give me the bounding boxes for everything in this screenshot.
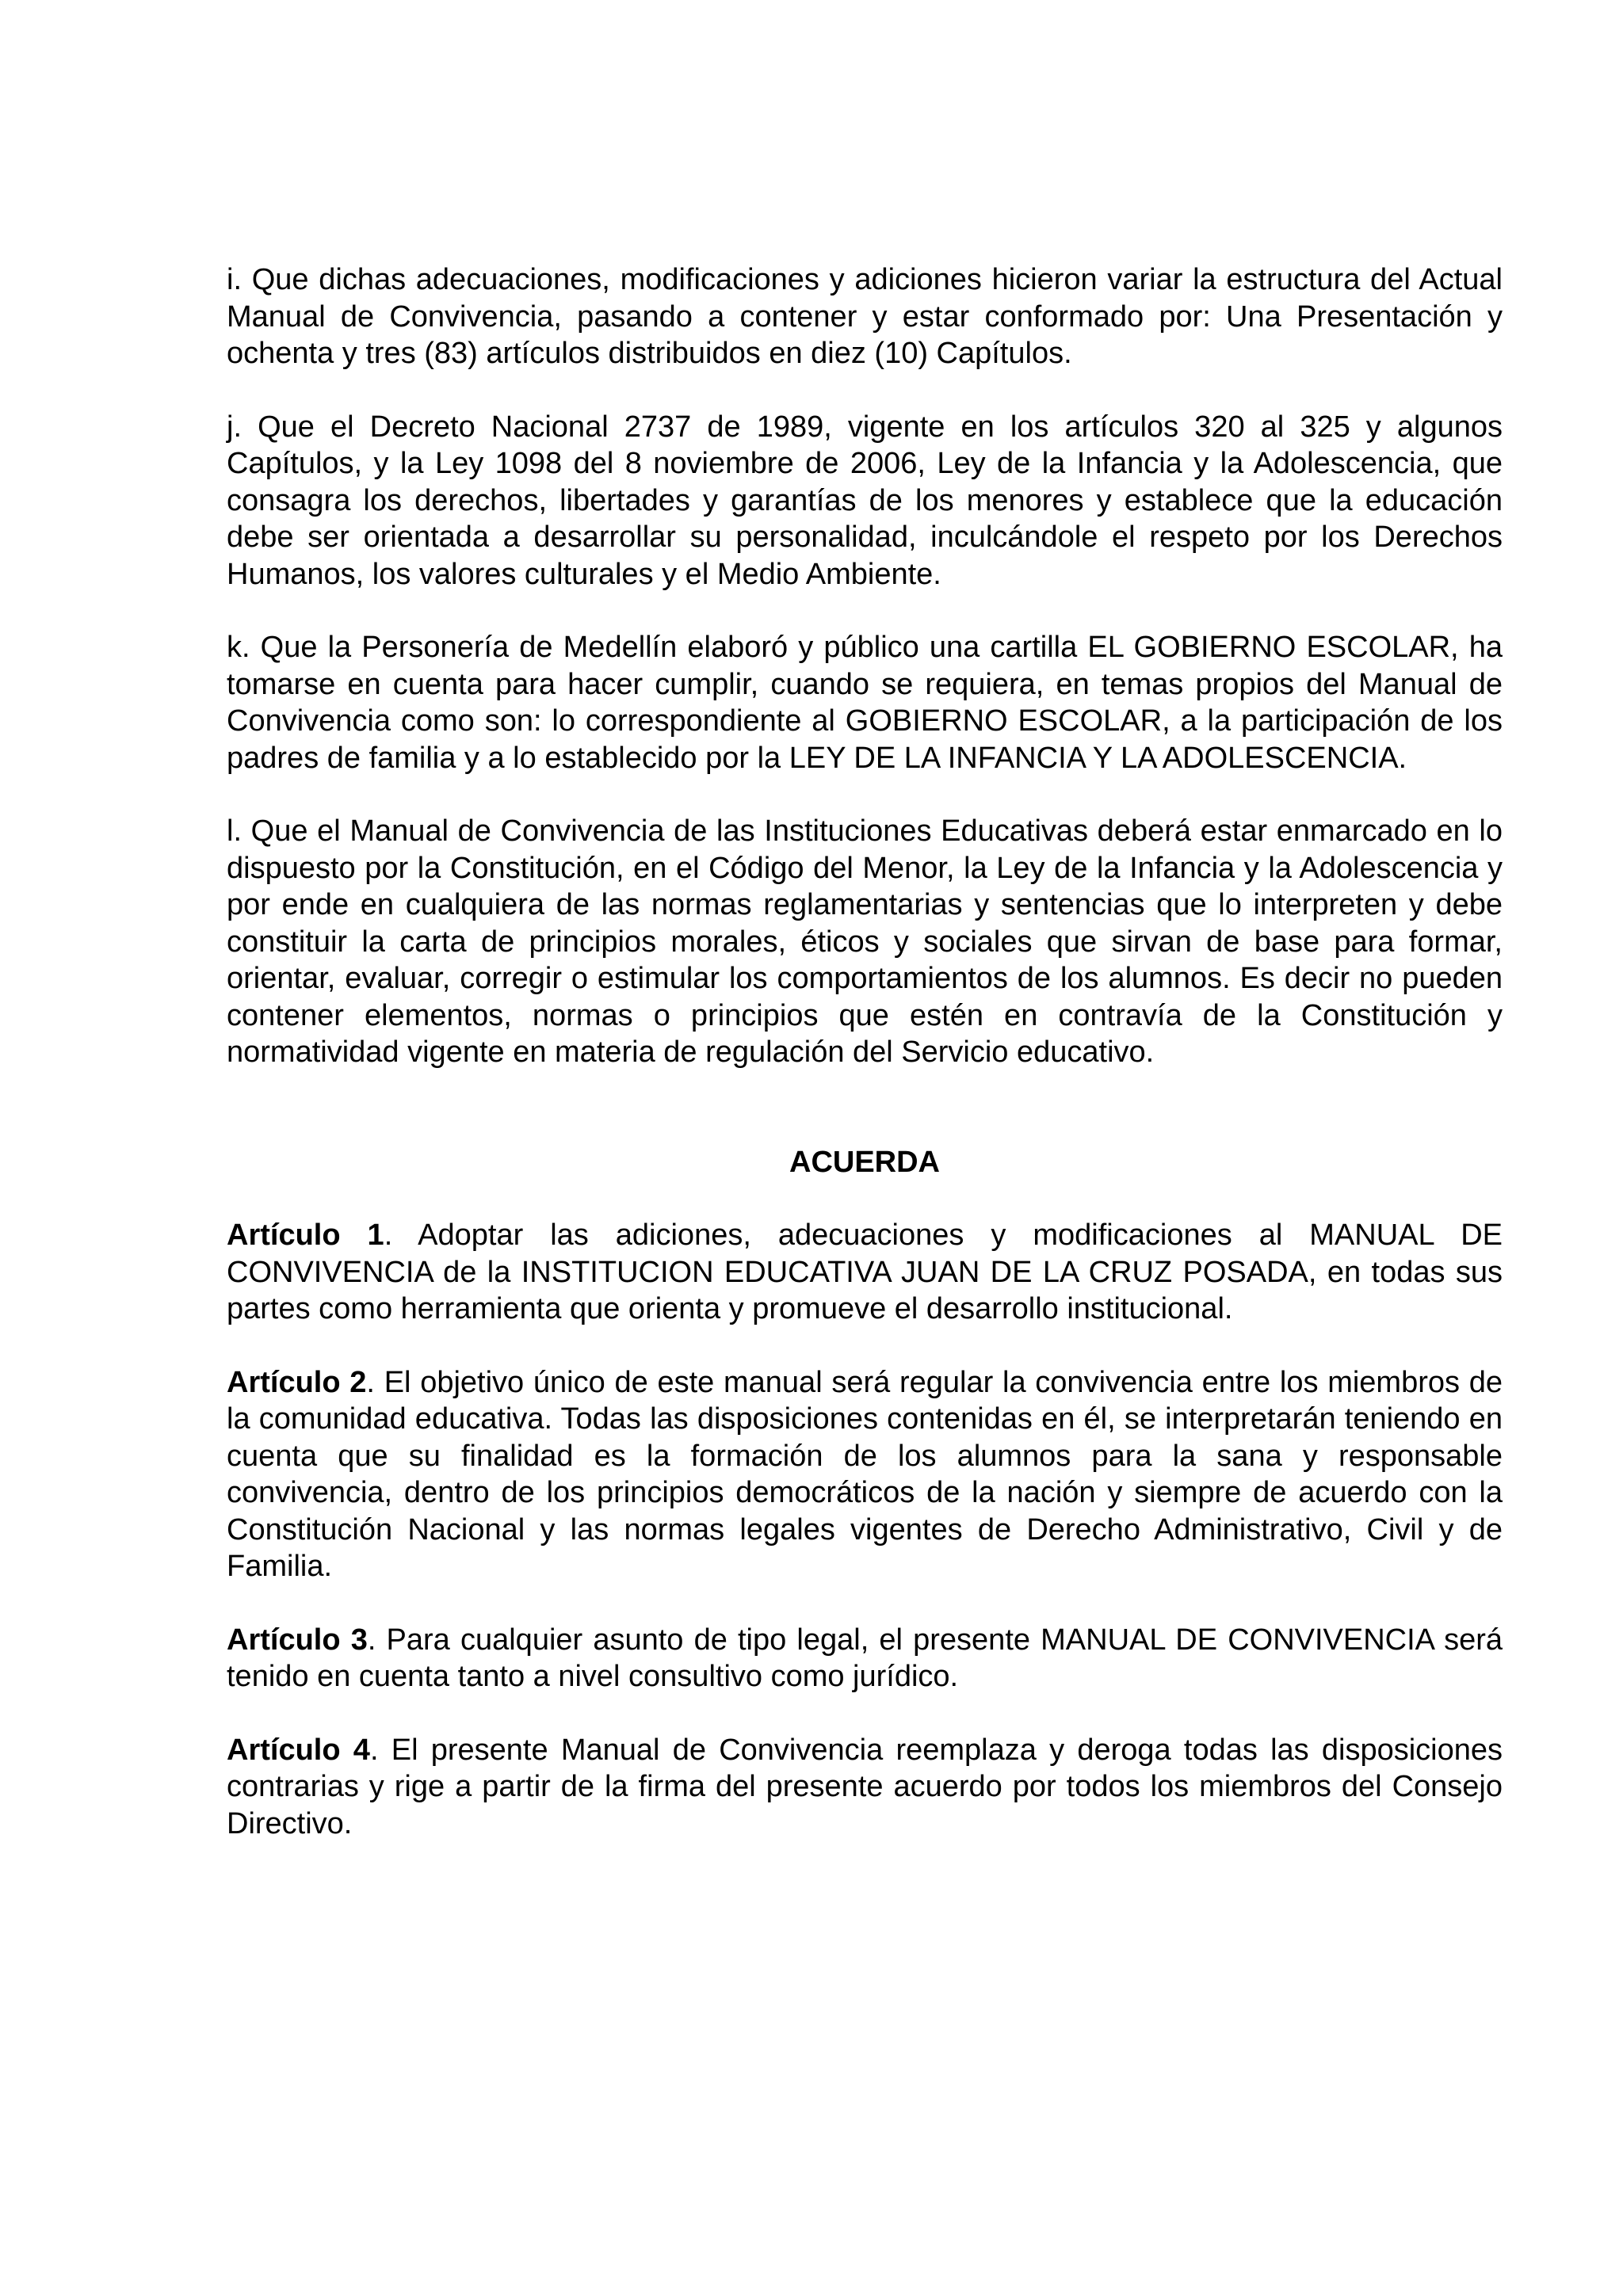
section-spacer — [227, 1108, 1503, 1144]
article-2 — [227, 1364, 1503, 1585]
consideration-i: i. Que dichas adecuaciones, modificaciones y adiciones hicieron variar la estructura del Actual Manual de Convivencia, pasando a contener y estar conformado por: Una Presentación y ochenta y tres (83) artículos distribuidos en diez (10) Capítulos. — [227, 263, 1503, 370]
article-2-label: Artículo 2 — [227, 1365, 367, 1399]
article-1 — [227, 1217, 1503, 1328]
consideration-k: k. Que la Personería de Medellín elaboró y público una cartilla EL GOBIERNO ESCOLAR, ha tomarse en cuenta para hacer cumplir, cuando se requiera, en temas propios del Manual de Convivencia como son: lo correspondiente al GOBIERNO ESCOLAR, a la participación de los padres de familia y a lo establecido por la LEY DE LA INFANCIA Y LA ADOLESCENCIA. — [227, 631, 1503, 775]
article-1-text: . Adoptar las adiciones, adecuaciones y modificaciones al MANUAL DE CONVIVENCIA de la INSTITUCION EDUCATIVA JUAN DE LA CRUZ POSADA, en todas sus partes como herramienta que orienta y promueve el desarrollo institucional. — [227, 1219, 1503, 1325]
article-4-label: Artículo 4 — [227, 1733, 370, 1767]
article-3-label: Artículo 3 — [227, 1623, 368, 1657]
consideration-l: l. Que el Manual de Convivencia de las Instituciones Educativas deberá estar enmarcado en lo dispuesto por la Constitución, en el Código del Menor, la Ley de la Infancia y la Adolescencia y por ende en cualquiera de las normas reglamentarias y sentencias que lo interpreten y debe constituir la carta de principios morales, éticos y sociales que sirvan de base para formar, orientar, evaluar, corregir o estimular los comportamientos de los alumnos. Es decir no pueden contener elementos, normas o principios que estén en contravía de la Constitución y normatividad vigente en materia de regulación del Servicio educativo. — [227, 814, 1503, 1069]
article-2-text: . El objetivo único de este manual será regular la convivencia entre los miembros de la comunidad educativa. Todas las disposiciones contenidas en él, se interpretarán teniendo en cuenta que su finalidad es la formación de los alumnos para la sana y responsable convivencia, dentro de los principios democráticos de la nación y siempre de acuerdo con la Constitución Nacional y las normas legales vigentes de Derecho Administrativo, Civil y de Familia. — [227, 1365, 1503, 1583]
document-page — [227, 261, 1503, 1878]
article-3 — [227, 1622, 1503, 1695]
article-3-text: . Para cualquier asunto de tipo legal, el presente MANUAL DE CONVIVENCIA será tenido en cuenta tanto a nivel consultivo como jurídico. — [227, 1623, 1503, 1693]
article-4-text: . El presente Manual de Convivencia reemplaza y deroga todas las disposiciones contrarias y rige a partir de la firma del presente acuerdo por todos los miembros del Consejo Directivo. — [227, 1733, 1503, 1840]
article-4 — [227, 1732, 1503, 1843]
consideration-j: j. Que el Decreto Nacional 2737 de 1989, vigente en los artículos 320 al 325 y algunos Capítulos, y la Ley 1098 del 8 noviembre de 2006, Ley de la Infancia y la Adolescencia, que consagra los derechos, libertades y garantías de los menores y establece que la educación debe ser orientada a desarrollar su personalidad, inculcándole el respeto por los Derechos Humanos, los valores culturales y el Medio Ambiente. — [227, 410, 1503, 591]
section-heading: ACUERDA — [789, 1145, 940, 1179]
article-1-label: Artículo 1 — [227, 1219, 384, 1252]
